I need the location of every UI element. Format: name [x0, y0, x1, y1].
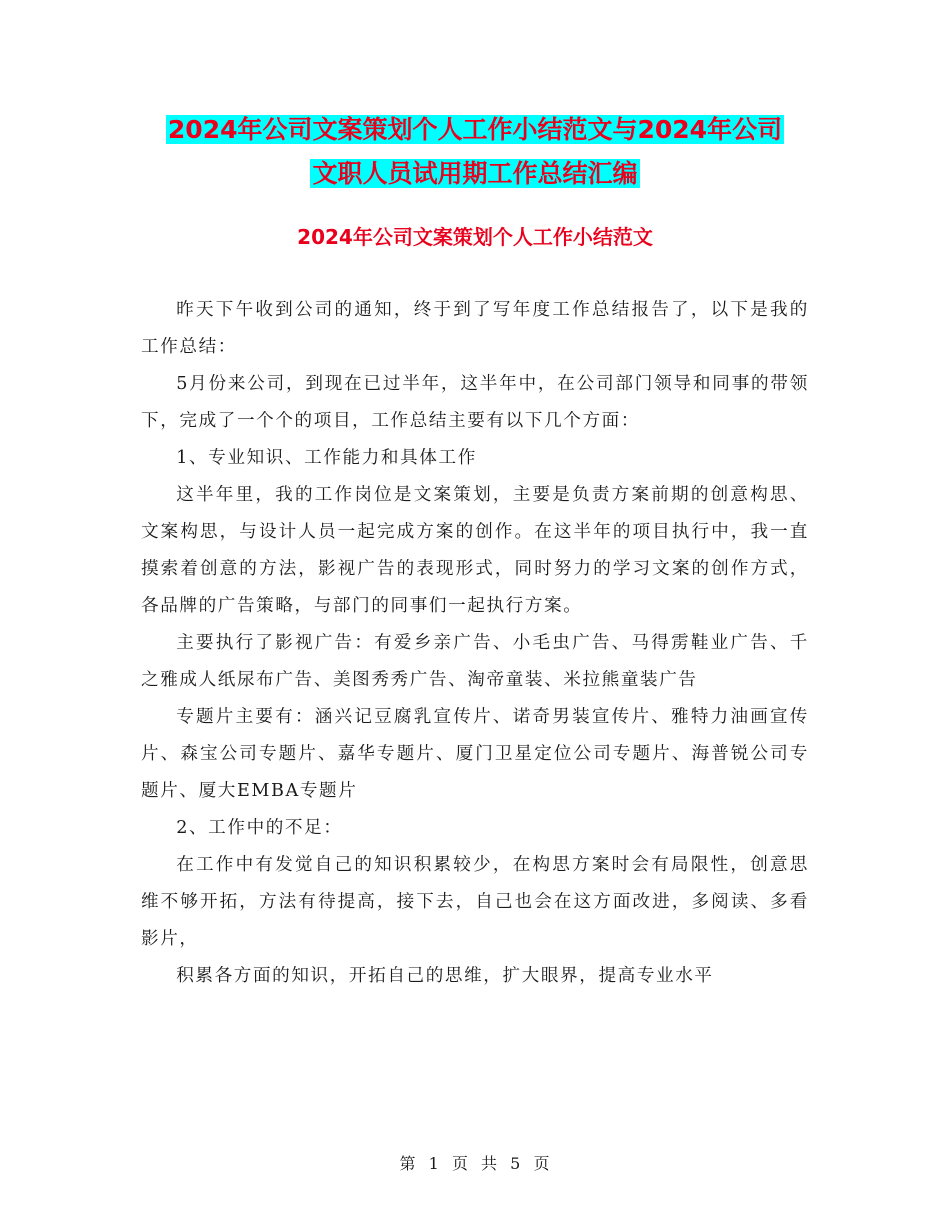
footer-total-prefix: 共 [481, 1154, 499, 1173]
footer-current-page: 1 [428, 1154, 440, 1173]
paragraph: 积累各方面的知识，开拓自己的思维，扩大眼界，提高专业水平 [176, 966, 714, 986]
document-body [141, 292, 809, 995]
paragraph: 1、专业知识、工作能力和具体工作 [176, 448, 477, 468]
document-title [140, 108, 810, 196]
document-title-line-1: 2024年公司文案策划个人工作小结范文与2024年公司 [167, 115, 783, 144]
footer-total-pages: 5 [510, 1154, 522, 1173]
page-footer [0, 1152, 950, 1176]
section-heading: 2024年公司文案策划个人工作小结范文 [297, 225, 653, 249]
paragraph: 昨天下午收到公司的通知，终于到了写年度工作总结报告了，以下是我的工作总结： [141, 300, 809, 357]
paragraph: 在工作中有发觉自己的知识积累较少，在构思方案时会有局限性，创意思维不够开拓，方法有待提高，接下去，自己也会在这方面改进，多阅读、多看影片， [141, 855, 809, 949]
document-title-line-2: 文职人员试用期工作总结汇编 [312, 159, 638, 188]
paragraph: 专题片主要有：涵兴记豆腐乳宣传片、诺奇男装宣传片、雅特力油画宣传片、森宝公司专题片、嘉华专题片、厦门卫星定位公司专题片、海普锐公司专题片、厦大EMBA专题片 [141, 707, 809, 801]
paragraph: 这半年里，我的工作岗位是文案策划，主要是负责方案前期的创意构思、文案构思，与设计人员一起完成方案的创作。在这半年的项目执行中，我一直摸索着创意的方法，影视广告的表现形式，同时努力的学习文案的创作方式，各品牌的广告策略，与部门的同事们一起执行方案。 [141, 485, 809, 616]
footer-prefix: 第 [399, 1154, 417, 1173]
paragraph: 5月份来公司，到现在已过半年，这半年中，在公司部门领导和同事的带领下，完成了一个个的项目，工作总结主要有以下几个方面： [141, 374, 809, 431]
paragraph: 2、工作中的不足： [176, 818, 343, 838]
footer-suffix: 页 [533, 1154, 551, 1173]
paragraph: 主要执行了影视广告：有爱乡亲广告、小毛虫广告、马得雳鞋业广告、千之雅成人纸尿布广告、美图秀秀广告、淘帝童装、米拉熊童装广告 [141, 633, 809, 690]
footer-middle: 页 [451, 1154, 469, 1173]
